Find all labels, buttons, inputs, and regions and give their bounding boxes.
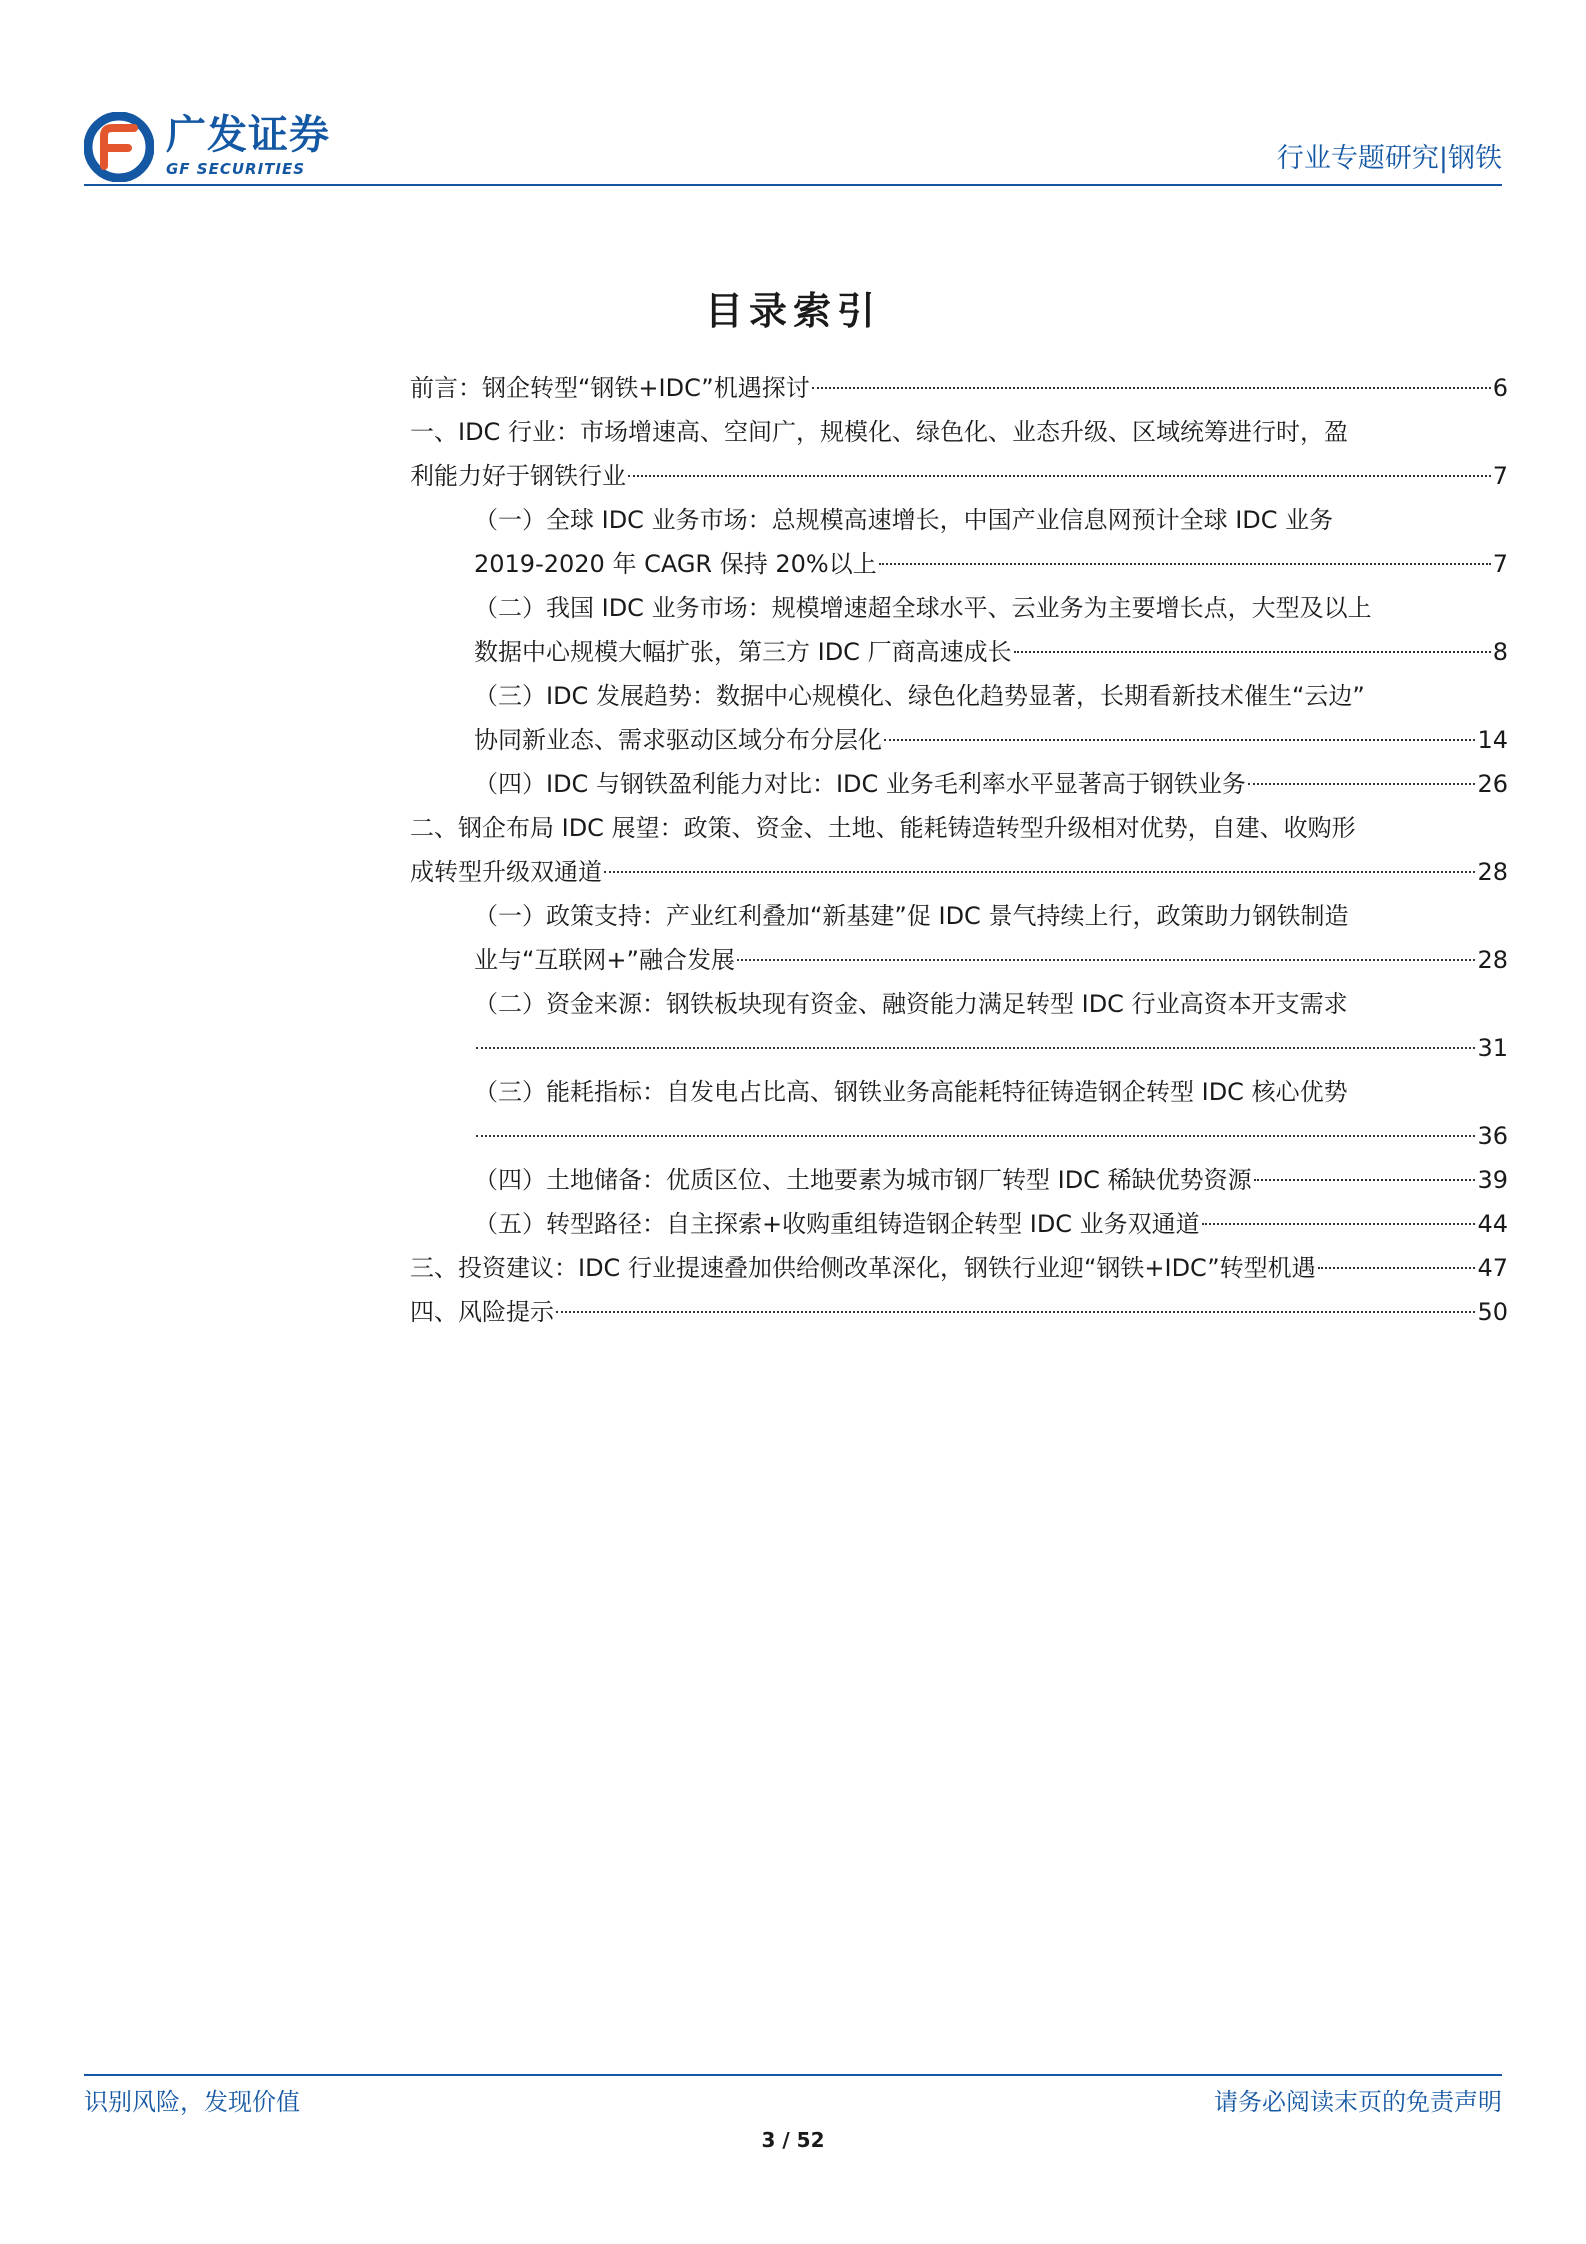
footer-disclaimer-note: 请务必阅读末页的免责声明 bbox=[1214, 2088, 1502, 2116]
toc-entry-1-line1[interactable]: 一、IDC 行业：市场增速高、空间广，规模化、绿色化、业态升级、区域统筹进行时，盈 bbox=[410, 418, 1348, 446]
toc-entry-preface[interactable]: 前言：钢企转型“钢铁+IDC”机遇探讨 6 bbox=[410, 374, 1508, 402]
table-of-contents bbox=[410, 366, 1508, 1334]
toc-entry-2-3-line1[interactable]: （三）能耗指标：自发电占比高、钢铁业务高能耗特征铸造钢企转型 IDC 核心优势 bbox=[474, 1078, 1348, 1106]
toc-entry-1-1-line1[interactable]: （一）全球 IDC 业务市场：总规模高速增长，中国产业信息网预计全球 IDC 业务 bbox=[474, 506, 1334, 534]
footer-slogan: 识别风险，发现价值 bbox=[84, 2088, 300, 2116]
logo-text-en: GF SECURITIES bbox=[166, 160, 306, 178]
page-title: 目录索引 bbox=[704, 288, 881, 333]
toc-entry-1-3-line1[interactable]: （三）IDC 发展趋势：数据中心规模化、绿色化趋势显著，长期看新技术催生“云边” bbox=[474, 682, 1365, 710]
logo-text-cn: 广发证券 bbox=[166, 112, 330, 158]
company-logo bbox=[84, 112, 344, 182]
toc-entry-2-line2[interactable]: 成转型升级双通道 28 bbox=[410, 858, 1508, 886]
toc-entry-2-3-line2[interactable]: 36 bbox=[410, 1114, 1508, 1158]
toc-entry-2-5[interactable]: （五）转型路径：自主探索+收购重组铸造钢企转型 IDC 业务双通道 44 bbox=[474, 1210, 1508, 1238]
toc-entry-2-line1[interactable]: 二、钢企布局 IDC 展望：政策、资金、土地、能耗铸造转型升级相对优势，自建、收购形 bbox=[410, 814, 1356, 842]
toc-entry-3[interactable]: 三、投资建议：IDC 行业提速叠加供给侧改革深化，钢铁行业迎“钢铁+IDC”转型机遇 47 bbox=[410, 1254, 1508, 1282]
toc-entry-1-1-line2[interactable]: 2019-2020 年 CAGR 保持 20%以上 7 bbox=[474, 550, 1508, 578]
toc-entry-2-1-line2[interactable]: 业与“互联网+”融合发展 28 bbox=[474, 946, 1508, 974]
report-type: 行业专题研究|钢铁 bbox=[1276, 143, 1502, 174]
toc-entry-2-2-line2[interactable]: 31 bbox=[410, 1026, 1508, 1070]
toc-entry-2-2-line1[interactable]: （二）资金来源：钢铁板块现有资金、融资能力满足转型 IDC 行业高资本开支需求 bbox=[474, 990, 1348, 1018]
gf-logo-icon bbox=[84, 112, 154, 182]
toc-entry-1-3-line2[interactable]: 协同新业态、需求驱动区域分布分层化 14 bbox=[474, 726, 1508, 754]
toc-entry-1-2-line2[interactable]: 数据中心规模大幅扩张，第三方 IDC 厂商高速成长 8 bbox=[474, 638, 1508, 666]
page-number: 3 / 52 bbox=[761, 2128, 825, 2152]
footer-divider bbox=[84, 2074, 1502, 2076]
header-divider bbox=[84, 184, 1502, 186]
toc-entry-2-4[interactable]: （四）土地储备：优质区位、土地要素为城市钢厂转型 IDC 稀缺优势资源 39 bbox=[474, 1166, 1508, 1194]
toc-entry-4[interactable]: 四、风险提示 50 bbox=[410, 1298, 1508, 1326]
toc-entry-1-line2[interactable]: 利能力好于钢铁行业 7 bbox=[410, 462, 1508, 490]
toc-entry-1-4[interactable]: （四）IDC 与钢铁盈利能力对比：IDC 业务毛利率水平显著高于钢铁业务 26 bbox=[474, 770, 1508, 798]
toc-entry-1-2-line1[interactable]: （二）我国 IDC 业务市场：规模增速超全球水平、云业务为主要增长点，大型及以上 bbox=[474, 594, 1372, 622]
toc-entry-2-1-line1[interactable]: （一）政策支持：产业红利叠加“新基建”促 IDC 景气持续上行，政策助力钢铁制造 bbox=[474, 902, 1349, 930]
